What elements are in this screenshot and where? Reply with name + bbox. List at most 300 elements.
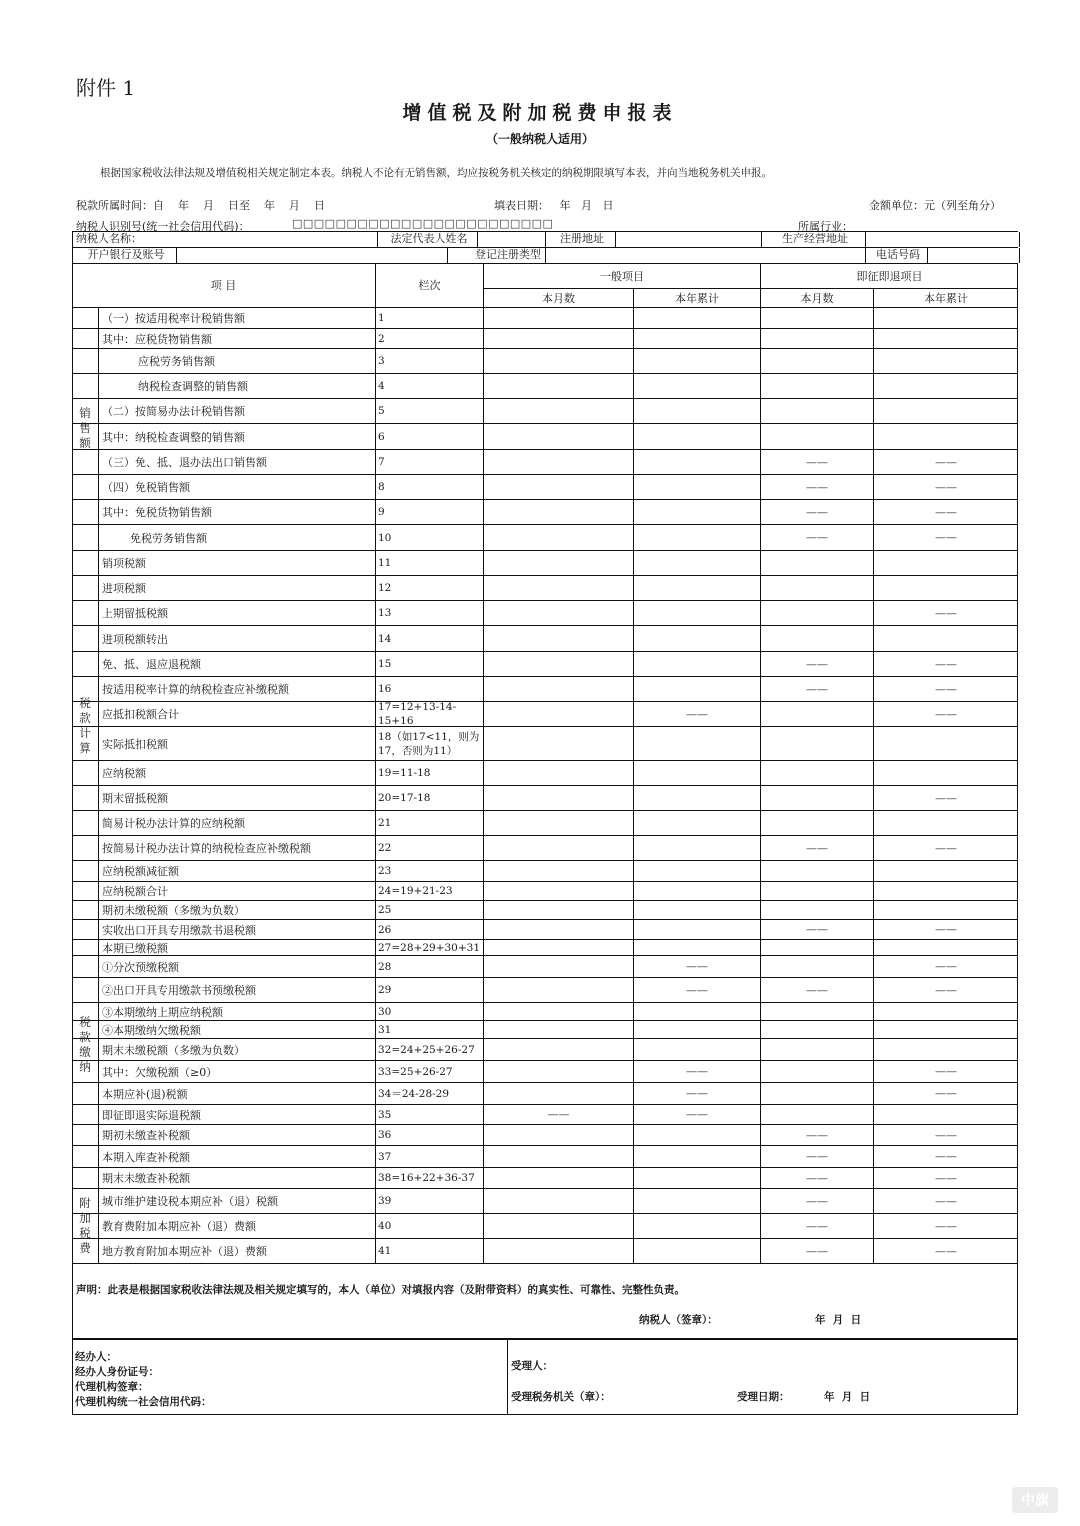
table-row <box>72 1239 1018 1264</box>
row-item-label: 本期应补(退)税额 <box>99 1083 376 1104</box>
not-applicable-cell: —— <box>761 1189 874 1213</box>
row-lane-number: 18（如17<11，则为17，否则为11） <box>376 727 484 760</box>
table-row <box>72 836 1018 861</box>
table-row <box>72 1003 1018 1021</box>
row-lane-number: 14 <box>376 626 484 651</box>
amount-input-cell[interactable] <box>484 940 634 955</box>
row-item-label: 其中：欠缴税额（≥0） <box>99 1061 376 1082</box>
amount-input-cell[interactable] <box>484 1214 634 1238</box>
amount-input-cell[interactable] <box>484 424 634 449</box>
amount-input-cell[interactable] <box>634 399 761 423</box>
table-row <box>72 1083 1018 1105</box>
not-applicable-cell: —— <box>935 791 957 805</box>
table-row <box>72 424 1018 450</box>
amount-input-cell[interactable] <box>761 1003 874 1020</box>
amount-input-cell[interactable] <box>484 500 634 524</box>
row-lane-number: 37 <box>376 1146 484 1167</box>
amount-input-cell[interactable] <box>484 525 634 550</box>
row-item-label: 期末未缴查补税额 <box>99 1168 376 1188</box>
not-applicable-cell: —— <box>761 1168 874 1188</box>
amount-input-cell[interactable] <box>484 677 634 701</box>
not-applicable-cell: —— <box>935 1150 957 1163</box>
receiver-label[interactable]: 受理人： <box>511 1360 553 1372</box>
amount-input-cell[interactable] <box>634 424 761 449</box>
taxpayer-name-field[interactable] <box>73 232 378 247</box>
header-general: 一般项目 <box>484 263 761 289</box>
biz-address-field[interactable] <box>866 232 1019 247</box>
row-item-label: 应纳税额减征额 <box>99 861 376 881</box>
amount-input-cell[interactable] <box>484 836 634 860</box>
row-item-label: 应纳税额 <box>99 761 376 785</box>
amount-input-cell[interactable] <box>874 811 1018 835</box>
table-row <box>72 1125 1018 1146</box>
amount-input-cell[interactable] <box>874 1021 1018 1038</box>
row-item-label: （三）免、抵、退办法出口销售额 <box>99 450 376 474</box>
not-applicable-cell: —— <box>761 525 874 550</box>
row-lane-number: 11 <box>376 551 484 575</box>
amount-input-cell[interactable] <box>761 307 874 328</box>
amount-input-cell[interactable] <box>484 786 634 810</box>
table-row <box>72 1021 1018 1039</box>
amount-input-cell[interactable] <box>634 1003 761 1020</box>
row-item-label: 免、抵、退应退税额 <box>99 652 376 676</box>
amount-input-cell[interactable] <box>484 978 634 1002</box>
amount-input-cell[interactable] <box>761 882 874 900</box>
row-lane-number: 41 <box>376 1239 484 1263</box>
not-applicable-cell: —— <box>484 1105 634 1124</box>
amount-input-cell[interactable] <box>634 626 761 651</box>
row-item-label: 期末留抵税额 <box>99 786 376 810</box>
row-item-label: 免税劳务销售额 <box>99 525 376 550</box>
amount-input-cell[interactable] <box>634 727 761 760</box>
amount-input-cell[interactable] <box>761 424 874 449</box>
amount-input-cell[interactable] <box>874 940 1018 955</box>
section-label <box>72 551 99 901</box>
row-lane-number: 5 <box>376 399 484 423</box>
row-lane-number: 6 <box>376 424 484 449</box>
amount-input-cell[interactable] <box>874 551 1018 575</box>
row-item-label: ①分次预缴税额 <box>99 956 376 977</box>
table-row <box>72 399 1018 424</box>
amount-input-cell[interactable] <box>484 1239 634 1263</box>
legal-rep-label: 法定代表人姓名 <box>378 232 478 247</box>
not-applicable-cell: —— <box>935 682 957 696</box>
table-row <box>72 901 1018 920</box>
amount-input-cell[interactable] <box>634 1189 761 1213</box>
row-lane-number: 3 <box>376 349 484 373</box>
amount-input-cell[interactable] <box>634 1039 761 1060</box>
table-row <box>72 882 1018 901</box>
row-lane-number: 12 <box>376 576 484 600</box>
info-row-2 <box>72 248 1020 263</box>
row-lane-number: 31 <box>376 1021 484 1038</box>
not-applicable-cell: —— <box>634 1105 761 1124</box>
row-item-label: 其中：免税货物销售额 <box>99 500 376 524</box>
table-row <box>72 349 1018 374</box>
table-row <box>72 861 1018 882</box>
reg-address-field[interactable] <box>616 232 762 247</box>
agent-section <box>73 1340 508 1414</box>
amount-input-cell[interactable] <box>634 861 761 881</box>
amount-input-cell[interactable] <box>634 374 761 398</box>
info-row-1 <box>72 232 1020 247</box>
amount-input-cell[interactable] <box>634 901 761 919</box>
amount-input-cell[interactable] <box>484 761 634 785</box>
table-row <box>72 811 1018 836</box>
handler-id-label[interactable]: 经办人身份证号： <box>75 1366 159 1378</box>
row-lane-number: 10 <box>376 525 484 550</box>
amount-input-cell[interactable] <box>874 626 1018 651</box>
declaration-text: 声明：此表是根据国家税收法律法规及相关规定填写的，本人（单位）对填报内容（及附带资料）的真实性、可靠性、完整性负责。 <box>76 1284 685 1296</box>
form-title: 增值税及附加税费申报表 <box>402 102 678 124</box>
taxpayer-id-boxes[interactable]: □□□□□□□□□□□□□□□□□□□□□□□□ <box>292 217 554 230</box>
not-applicable-cell: —— <box>761 1239 874 1263</box>
amount-input-cell[interactable] <box>484 576 634 600</box>
row-lane-number: 15 <box>376 652 484 676</box>
amount-input-cell[interactable] <box>761 576 874 600</box>
amount-input-cell[interactable] <box>484 1061 634 1082</box>
table-row <box>72 761 1018 786</box>
amount-input-cell[interactable] <box>761 786 874 810</box>
row-lane-number: 29 <box>376 978 484 1002</box>
amount-input-cell[interactable] <box>634 920 761 939</box>
not-applicable-cell: —— <box>761 1146 874 1167</box>
amount-input-cell[interactable] <box>634 329 761 348</box>
reg-type-label: 登记注册类型 <box>448 248 546 263</box>
section-label-text: 附加税费 <box>79 1196 91 1255</box>
row-item-label: 城市维护建设税本期应补（退）税额 <box>99 1189 376 1213</box>
amount-input-cell[interactable] <box>484 626 634 651</box>
amount-input-cell[interactable] <box>761 727 874 760</box>
amount-input-cell[interactable] <box>634 811 761 835</box>
amount-input-cell[interactable] <box>484 956 634 977</box>
row-lane-number: 38=16+22+36-37 <box>376 1168 484 1188</box>
table-row <box>72 374 1018 399</box>
amount-input-cell[interactable] <box>634 551 761 575</box>
header-general-year: 本年累计 <box>634 289 761 307</box>
table-row <box>72 576 1018 601</box>
not-applicable-cell: —— <box>761 475 874 499</box>
taxpayer-signature-date[interactable]: 年 月 日 <box>815 1314 862 1326</box>
not-applicable-cell: —— <box>634 1061 761 1082</box>
not-applicable-cell: —— <box>761 500 874 524</box>
amount-input-cell[interactable] <box>874 329 1018 348</box>
amount-input-cell[interactable] <box>634 450 761 474</box>
not-applicable-cell: —— <box>634 978 761 1002</box>
table-row <box>72 601 1018 626</box>
not-applicable-cell: —— <box>761 836 874 860</box>
not-applicable-cell: —— <box>935 455 957 469</box>
amount-input-cell[interactable] <box>484 727 634 760</box>
table-row <box>72 1214 1018 1239</box>
amount-input-cell[interactable] <box>761 811 874 835</box>
row-item-label: 即征即退实际退税额 <box>99 1105 376 1124</box>
amount-input-cell[interactable] <box>484 1189 634 1213</box>
row-item-label: ③本期缴纳上期应纳税额 <box>99 1003 376 1020</box>
row-item-label: 地方教育附加本期应补（退）费额 <box>99 1239 376 1263</box>
table-row <box>72 940 1018 956</box>
section-label <box>72 307 99 551</box>
amount-input-cell[interactable] <box>761 374 874 398</box>
not-applicable-cell: —— <box>935 505 957 519</box>
amount-input-cell[interactable] <box>634 786 761 810</box>
not-applicable-cell: —— <box>935 1087 957 1100</box>
section-label-text: 税款缴纳 <box>79 1014 91 1074</box>
amount-input-cell[interactable] <box>874 761 1018 785</box>
row-item-label: 实收出口开具专用缴款书退税额 <box>99 920 376 939</box>
not-applicable-cell: —— <box>935 960 957 973</box>
amount-input-cell[interactable] <box>484 882 634 900</box>
not-applicable-cell: —— <box>761 920 874 939</box>
table-row <box>72 525 1018 551</box>
form-intro: 根据国家税收法律法规及增值税相关规定制定本表。纳税人不论有无销售额，均应按税务机关核定的纳税期限填写本表，并向当地税务机关申报。 <box>100 167 772 179</box>
not-applicable-cell: —— <box>935 841 957 855</box>
amount-input-cell[interactable] <box>874 424 1018 449</box>
amount-input-cell[interactable] <box>761 1105 874 1124</box>
amount-input-cell[interactable] <box>761 702 874 726</box>
not-applicable-cell: —— <box>634 956 761 977</box>
amount-input-cell[interactable] <box>874 576 1018 600</box>
amount-input-cell[interactable] <box>484 1039 634 1060</box>
amount-input-cell[interactable] <box>761 761 874 785</box>
row-lane-number: 33=25+26-27 <box>376 1061 484 1082</box>
row-lane-number: 8 <box>376 475 484 499</box>
row-item-label: 应税劳务销售额 <box>99 349 376 373</box>
tax-office-seal-label[interactable]: 受理税务机关（章）： <box>511 1391 611 1403</box>
row-lane-number: 39 <box>376 1189 484 1213</box>
row-item-label: 本期入库查补税额 <box>99 1146 376 1167</box>
amount-input-cell[interactable] <box>761 956 874 977</box>
amount-input-cell[interactable] <box>634 882 761 900</box>
amount-input-cell[interactable] <box>484 702 634 726</box>
not-applicable-cell: —— <box>935 480 957 494</box>
table-row <box>72 786 1018 811</box>
amount-input-cell[interactable] <box>634 1146 761 1167</box>
amount-input-cell[interactable] <box>634 940 761 955</box>
row-item-label: 本期已缴税额 <box>99 940 376 955</box>
table-row <box>72 702 1018 727</box>
fill-date-label[interactable]: 填表日期： 年 月 日 <box>494 199 614 212</box>
amount-input-cell[interactable] <box>484 475 634 499</box>
reg-type-field[interactable] <box>546 248 866 263</box>
not-applicable-cell: —— <box>634 702 761 726</box>
header-immediate: 即征即退项目 <box>761 263 1018 289</box>
row-item-label: 实际抵扣税额 <box>99 727 376 760</box>
table-row <box>72 978 1018 1003</box>
table-row <box>72 450 1018 475</box>
not-applicable-cell: —— <box>935 707 957 721</box>
amount-input-cell[interactable] <box>761 1083 874 1104</box>
amount-input-cell[interactable] <box>761 626 874 651</box>
receive-date[interactable]: 年 月 日 <box>824 1391 871 1403</box>
tax-period-label[interactable]: 税款所属时间：自 年 月 日至 年 月 日 <box>76 199 325 212</box>
row-lane-number: 2 <box>376 329 484 348</box>
amount-input-cell[interactable] <box>634 601 761 625</box>
handler-label[interactable]: 经办人： <box>75 1351 117 1363</box>
amount-input-cell[interactable] <box>634 836 761 860</box>
amount-input-cell[interactable] <box>634 677 761 701</box>
amount-input-cell[interactable] <box>484 861 634 881</box>
row-item-label: 其中：纳税检查调整的销售额 <box>99 424 376 449</box>
not-applicable-cell: —— <box>935 983 957 997</box>
amount-input-cell[interactable] <box>761 1021 874 1038</box>
amount-input-cell[interactable] <box>484 307 634 328</box>
row-lane-number: 28 <box>376 956 484 977</box>
amount-input-cell[interactable] <box>634 576 761 600</box>
row-item-label: 应纳税额合计 <box>99 882 376 900</box>
bank-account-field[interactable] <box>177 248 448 263</box>
amount-input-cell[interactable] <box>874 1003 1018 1020</box>
amount-input-cell[interactable] <box>484 551 634 575</box>
amount-input-cell[interactable] <box>761 551 874 575</box>
row-lane-number: 27=28+29+30+31 <box>376 940 484 955</box>
taxpayer-id-label: 纳税人识别号(统一社会信用代码)： <box>76 220 250 233</box>
not-applicable-cell: —— <box>935 1128 957 1142</box>
amount-input-cell[interactable] <box>484 329 634 348</box>
reg-address-label: 注册地址 <box>546 232 616 247</box>
row-lane-number: 13 <box>376 601 484 625</box>
not-applicable-cell: —— <box>935 1065 957 1078</box>
amount-input-cell[interactable] <box>484 1021 634 1038</box>
table-row <box>72 500 1018 525</box>
row-lane-number: 32=24+25+26-27 <box>376 1039 484 1060</box>
industry-label[interactable]: 所属行业： <box>798 220 853 233</box>
amount-unit-label: 金额单位：元（列至角分） <box>869 199 1001 212</box>
amount-input-cell[interactable] <box>761 940 874 955</box>
amount-input-cell[interactable] <box>761 329 874 348</box>
not-applicable-cell: —— <box>935 531 957 544</box>
agency-code-label[interactable]: 代理机构统一社会信用代码： <box>75 1396 212 1408</box>
amount-input-cell[interactable] <box>484 374 634 398</box>
amount-input-cell[interactable] <box>484 1168 634 1188</box>
row-lane-number: 9 <box>376 500 484 524</box>
phone-label: 电话号码 <box>866 248 928 263</box>
amount-input-cell[interactable] <box>484 399 634 423</box>
amount-input-cell[interactable] <box>484 601 634 625</box>
amount-input-cell[interactable] <box>634 1125 761 1145</box>
table-row <box>72 551 1018 576</box>
not-applicable-cell: —— <box>761 677 874 701</box>
not-applicable-cell: —— <box>761 652 874 676</box>
amount-input-cell[interactable] <box>634 1021 761 1038</box>
amount-input-cell[interactable] <box>634 349 761 373</box>
row-item-label: 按简易计税办法计算的纳税检查应补缴税额 <box>99 836 376 860</box>
row-item-label: ④本期缴纳欠缴税额 <box>99 1021 376 1038</box>
amount-input-cell[interactable] <box>634 1239 761 1263</box>
amount-input-cell[interactable] <box>634 525 761 550</box>
row-item-label: （二）按简易办法计税销售额 <box>99 399 376 423</box>
amount-input-cell[interactable] <box>484 920 634 939</box>
amount-input-cell[interactable] <box>761 861 874 881</box>
header-immediate-year: 本年累计 <box>924 292 968 305</box>
not-applicable-cell: —— <box>935 1171 957 1185</box>
table-row <box>72 1039 1018 1061</box>
table-row <box>72 677 1018 702</box>
amount-input-cell[interactable] <box>761 601 874 625</box>
row-item-label: 简易计税办法计算的应纳税额 <box>99 811 376 835</box>
row-lane-number: 19=11-18 <box>376 761 484 785</box>
header-lane: 栏次 <box>376 263 484 307</box>
form-subtitle: （一般纳税人适用） <box>485 132 594 146</box>
amount-input-cell[interactable] <box>484 811 634 835</box>
not-applicable-cell: —— <box>935 1244 957 1258</box>
taxpayer-signature-label[interactable]: 纳税人（签章）： <box>639 1314 718 1326</box>
row-lane-number: 1 <box>376 307 484 328</box>
amount-input-cell[interactable] <box>761 1061 874 1082</box>
table-row <box>72 1061 1018 1083</box>
row-lane-number: 20=17-18 <box>376 786 484 810</box>
header-general-month: 本月数 <box>484 289 634 307</box>
amount-input-cell[interactable] <box>874 1039 1018 1060</box>
amount-input-cell[interactable] <box>484 1146 634 1167</box>
amount-input-cell[interactable] <box>761 399 874 423</box>
amount-input-cell[interactable] <box>874 882 1018 900</box>
amount-input-cell[interactable] <box>634 475 761 499</box>
not-applicable-cell: —— <box>761 450 874 474</box>
attachment-label: 附件 1 <box>76 76 136 100</box>
amount-input-cell[interactable] <box>484 652 634 676</box>
row-lane-number: 7 <box>376 450 484 474</box>
row-item-label: 进项税额转出 <box>99 626 376 651</box>
amount-input-cell[interactable] <box>484 901 634 919</box>
section-label-text: 销售额 <box>79 406 91 450</box>
biz-address-label: 生产经营地址 <box>762 232 866 247</box>
amount-input-cell[interactable] <box>874 1105 1018 1124</box>
section-label-text: 税款计算 <box>79 695 91 755</box>
amount-input-cell[interactable] <box>484 1125 634 1145</box>
amount-input-cell[interactable] <box>874 374 1018 398</box>
row-item-label: （一）按适用税率计税销售额 <box>99 307 376 328</box>
amount-input-cell[interactable] <box>634 307 761 328</box>
legal-rep-field[interactable] <box>478 232 546 247</box>
row-lane-number: 35 <box>376 1105 484 1124</box>
signature-block <box>72 1339 1018 1415</box>
not-applicable-cell: —— <box>935 606 957 620</box>
row-lane-number: 26 <box>376 920 484 939</box>
row-lane-number: 30 <box>376 1003 484 1020</box>
amount-input-cell[interactable] <box>761 349 874 373</box>
amount-input-cell[interactable] <box>634 1168 761 1188</box>
row-item-label: 销项税额 <box>99 551 376 575</box>
amount-input-cell[interactable] <box>484 450 634 474</box>
amount-input-cell[interactable] <box>874 861 1018 881</box>
amount-input-cell[interactable] <box>484 1083 634 1104</box>
amount-input-cell[interactable] <box>761 1039 874 1060</box>
amount-input-cell[interactable] <box>484 1003 634 1020</box>
amount-input-cell[interactable] <box>634 1214 761 1238</box>
row-item-label: 期初未缴税额（多缴为负数） <box>99 901 376 919</box>
amount-input-cell[interactable] <box>634 500 761 524</box>
amount-input-cell[interactable] <box>874 901 1018 919</box>
phone-field[interactable] <box>928 248 1019 263</box>
row-lane-number: 40 <box>376 1214 484 1238</box>
bank-account-label: 开户银行及账号 <box>73 248 177 263</box>
amount-input-cell[interactable] <box>874 727 1018 760</box>
amount-input-cell[interactable] <box>874 349 1018 373</box>
amount-input-cell[interactable] <box>874 399 1018 423</box>
declaration-block <box>72 1264 1018 1339</box>
row-item-label: 按适用税率计算的纳税检查应补缴税额 <box>99 677 376 701</box>
amount-input-cell[interactable] <box>634 652 761 676</box>
header-immediate-month: 本月数 <box>761 289 874 307</box>
agency-seal-label[interactable]: 代理机构签章： <box>75 1381 149 1393</box>
amount-input-cell[interactable] <box>874 307 1018 328</box>
amount-input-cell[interactable] <box>761 901 874 919</box>
row-lane-number: 22 <box>376 836 484 860</box>
table-row <box>72 1146 1018 1168</box>
amount-input-cell[interactable] <box>634 761 761 785</box>
amount-input-cell[interactable] <box>484 349 634 373</box>
